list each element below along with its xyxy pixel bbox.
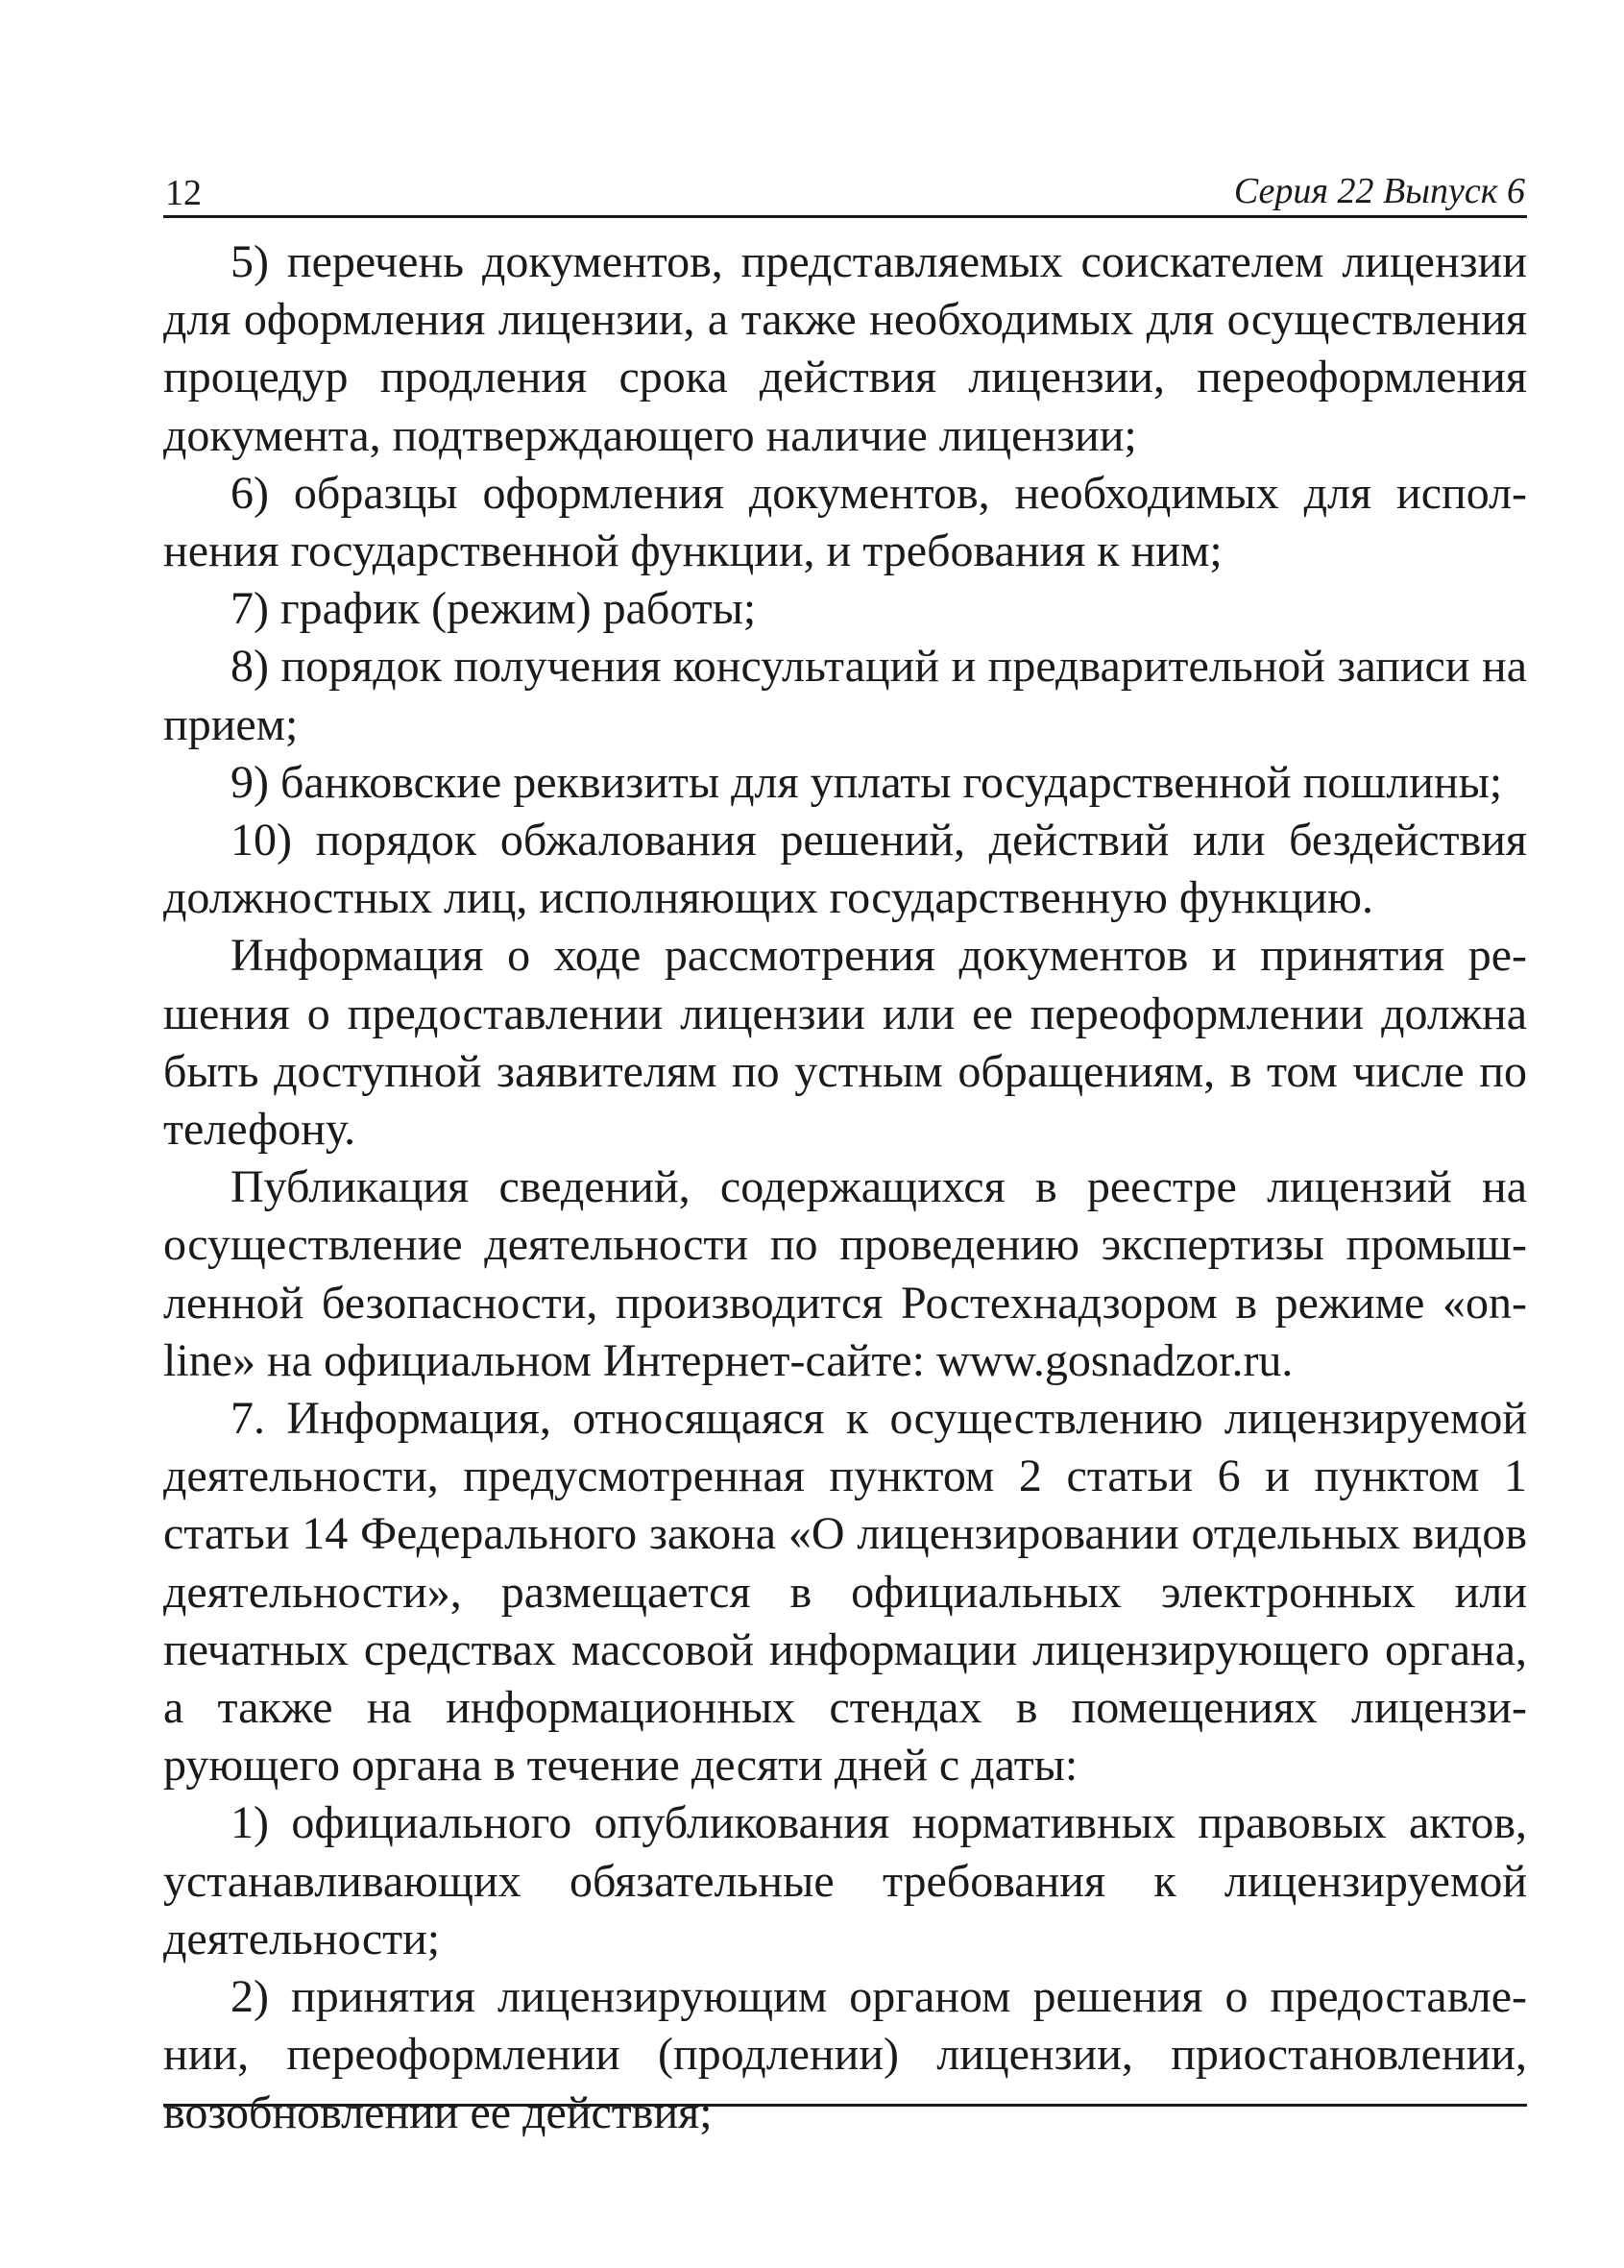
list-item-7: 7) график (режим) работы; xyxy=(230,583,757,635)
paragraph-information-progress: Информация о ходе рассмотрения документов и принятия решения о предоставлении лицензии или ее переоформлении должна быть доступной заявителям по устным обращениям, в том числе по телефону. xyxy=(163,930,1527,1156)
paragraph-registry-publication: Публикация сведений, содержащихся в реестре лицензий на осуществление деятельности по проведению экспертизы промышленной безопасности, производится Ростехнадзором в режиме «online» на официальном Интернет-сайте: www.gosnadzor.ru. xyxy=(163,1161,1527,1386)
running-head: Серия 22 Выпуск 6 xyxy=(1233,171,1525,211)
footer-rule xyxy=(163,2104,1527,2107)
list-item-8: 8) порядок получения консультаций и предварительной записи на прием; xyxy=(163,641,1527,750)
page-number: 12 xyxy=(165,173,202,213)
list-item-5: 5) перечень документов, представляемых соискателем лицензии для оформления лицензии, а также необходимых для осуществления процедур продления срока действия лицензии, переоформления документа, подтверждающего наличие лицензии; xyxy=(163,236,1527,461)
page-header xyxy=(163,165,1527,218)
paragraph-section-7: 7. Информация, относящаяся к осуществлению лицензируемой деятельности, предусмотренная пунктом 2 статьи 6 и пунктом 1 статьи 14 Федерального закона «О лицензировании отдельных видов деятельности», размещается в официальных электронных или печатных средствах массовой информации лицензирующего органа, а также на информационных стендах в помещениях лицензирующего органа в течение десяти дней с даты: xyxy=(163,1393,1527,1792)
list-item-9: 9) банковские реквизиты для уплаты государственной пошлины; xyxy=(230,756,1503,808)
list-item-2: 2) принятия лицензирующим органом решения о предоставлении, переоформлении (продлении) лицензии, приостановлении, возобновлении ее действия; xyxy=(163,1971,1527,2138)
body-text xyxy=(163,233,1527,2142)
list-item-10: 10) порядок обжалования решений, действий или бездействия должностных лиц, исполняющих государственную функцию. xyxy=(163,815,1527,924)
list-item-1: 1) официального опубликования нормативных правовых актов, устанавливающих обязательные требования к лицензируемой деятельности; xyxy=(163,1797,1527,1964)
list-item-6: 6) образцы оформления документов, необходимых для исполнения государственной функции, и требования к ним; xyxy=(163,467,1527,577)
